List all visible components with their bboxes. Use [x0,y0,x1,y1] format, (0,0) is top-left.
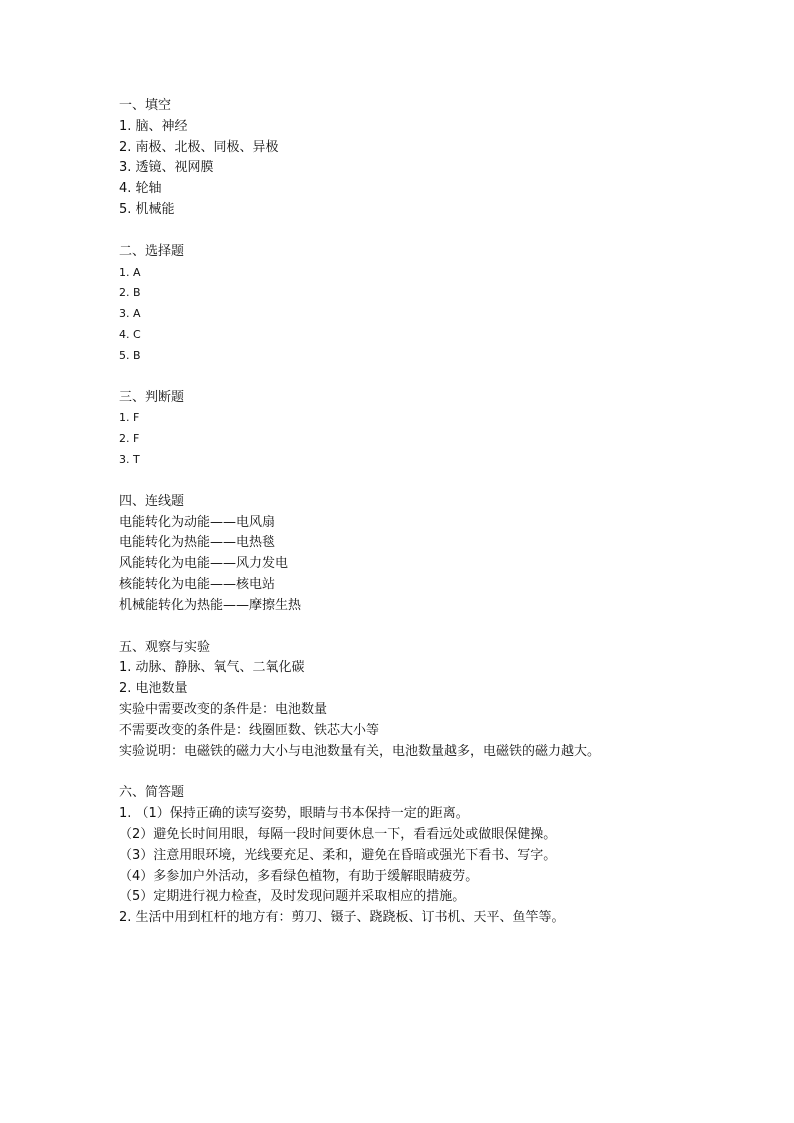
answer-line: 4. 轮轴 [119,181,162,197]
answer-line: 实验说明：电磁铁的磁力大小与电池数量有关，电池数量越多，电磁铁的磁力越大。 [119,743,601,759]
answer-line: 2. 生活中用到杠杆的地方有：剪刀、镊子、跷跷板、订书机、天平、鱼竿等。 [119,910,565,926]
section-heading: 六、简答题 [119,785,185,801]
answer-line: （3）注意用眼环境，光线要充足、柔和，避免在昏暗或强光下看书、写字。 [119,847,557,863]
section-heading: 五、观察与实验 [119,639,211,655]
answer-line: （4）多参加户外活动，多看绿色植物，有助于缓解眼睛疲劳。 [119,868,479,884]
answer-line: 1. 动脉、静脉、氧气、二氧化碳 [119,660,305,676]
section-multiple-choice [119,242,759,367]
answer-line: 2. B [119,286,141,300]
answer-line: 1. 脑、神经 [119,118,188,134]
answer-line: 3. T [119,452,140,466]
section-matching [119,492,759,617]
section-true-false [119,388,759,471]
answer-line: 1. （1）保持正确的读写姿势，眼睛与书本保持一定的距离。 [119,806,469,822]
section-short-answer [119,783,759,929]
answer-line: 3. 透镜、视网膜 [119,160,214,176]
answer-line: 1. A [119,265,141,279]
section-observation-experiment [119,638,759,763]
section-heading: 三、判断题 [119,389,185,405]
answer-line: 不需要改变的条件是：线圈匝数、铁芯大小等 [119,722,380,738]
answer-line: 实验中需要改变的条件是：电池数量 [119,701,328,717]
answer-line: 5. B [119,348,141,362]
answer-line: 电能转化为热能——电热毯 [119,535,276,551]
answer-line: 机械能转化为热能——摩擦生热 [119,597,302,613]
answer-line: 核能转化为电能——核电站 [119,576,276,592]
answer-line: 2. F [119,432,140,446]
answer-line: 2. 南极、北极、同极、异极 [119,139,279,155]
section-heading: 一、填空 [119,98,172,113]
section-heading: 四、连线题 [119,493,185,509]
answer-line: （2）避免长时间用眼，每隔一段时间要休息一下，看看远处或做眼保健操。 [119,826,557,842]
section-heading: 二、选择题 [119,243,185,259]
answer-line: 2. 电池数量 [119,681,188,697]
answer-line: 风能转化为电能——风力发电 [119,556,289,572]
answer-line: 5. 机械能 [119,201,175,217]
answer-line: 3. A [119,307,141,321]
answer-content [119,96,759,929]
answer-line: 电能转化为动能——电风扇 [119,514,276,530]
answer-line: （5）定期进行视力检查，及时发现问题并采取相应的措施。 [119,889,466,905]
answer-line: 1. F [119,411,140,425]
section-fill-blank [119,96,759,221]
answer-line: 4. C [119,327,141,341]
